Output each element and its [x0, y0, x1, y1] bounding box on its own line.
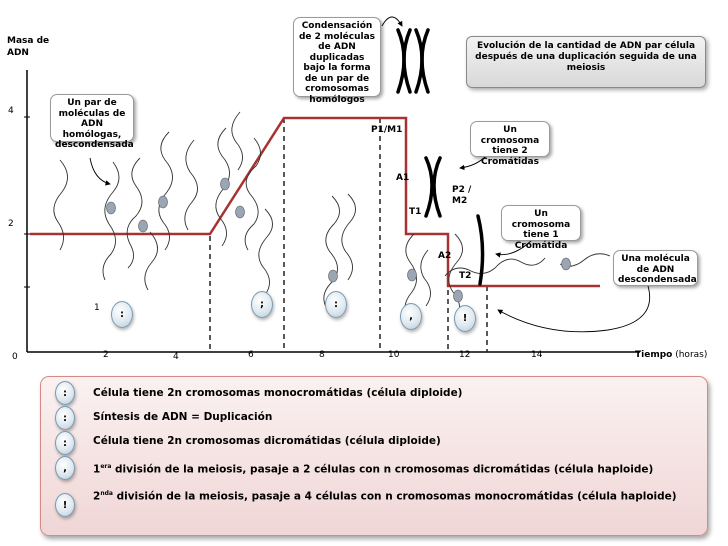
y-tick-1: 1 [94, 303, 100, 313]
stage-p2m2-l1: P2 / [452, 185, 472, 195]
legend-5-ordinal-sup: nda [100, 490, 113, 497]
legend-text-5 [93, 487, 691, 504]
x-tick-2: 2 [103, 350, 109, 360]
y-tick-4: 4 [8, 106, 14, 116]
x-axis-label-main: Tiempo [635, 350, 673, 360]
callout-homologous-pair: Un par de moléculas de ADN homólogas, descondensada [50, 94, 134, 142]
diagram-title: Evolución de la cantidad de ADN par célula después de una duplicación seguida de una meiosis [466, 36, 706, 88]
legend-5-ordinal: 2 [93, 490, 101, 503]
legend-marker-2: : [55, 406, 75, 430]
stage-t1: T1 [409, 207, 422, 217]
legend-4-body: división de la meiosis, pasaje a 2 células con n cromosomas dicromátidas (célula haploide) [111, 463, 654, 476]
stage-p2m2-l2: M2 [452, 196, 468, 206]
legend-4-ordinal-sup: era [100, 463, 112, 470]
callout-condensation: Condensación de 2 moléculas de ADN duplicadas bajo la forma de un par de cromosomas homólogos [293, 17, 381, 97]
callout-chromosome-1: Un cromosoma tiene 1 Cromátida [501, 205, 581, 241]
legend-marker-3: : [55, 431, 75, 455]
homologous-pair-drawing [398, 30, 428, 92]
y-tick-2: 2 [8, 219, 14, 229]
x-tick-10: 10 [388, 350, 400, 360]
x-tick-8: 8 [319, 350, 325, 360]
x-tick-14: 14 [531, 350, 543, 360]
phase-1-marker: : [111, 301, 133, 328]
stage-a1: A1 [396, 173, 410, 183]
phase-4-marker: , [400, 303, 422, 330]
phase-2-marker: ; [251, 291, 273, 318]
phase-5-marker: ! [454, 305, 476, 332]
stage-p1m1: P1/M1 [371, 125, 403, 135]
x-tick-6: 6 [248, 350, 254, 360]
callout-one-molecule: Una molécula de ADN descondensada [613, 250, 698, 286]
legend-5-body: división de la meiosis, pasaje a 4 células con n cromosomas monocromátidas (célula haploide) [112, 490, 677, 503]
phase-3-marker: : [325, 291, 347, 318]
x-axis-label [635, 350, 707, 361]
x-tick-0: 0 [12, 352, 18, 362]
legend-text-3: Célula tiene 2n cromosomas dicromátidas (célula diploide) [93, 435, 441, 447]
stage-t2: T2 [459, 271, 472, 281]
y-axis-label-line2: ADN [7, 48, 29, 58]
legend-4-ordinal: 1 [93, 463, 101, 476]
legend-text-1: Célula tiene 2n cromosomas monocromátidas (célula diploide) [93, 387, 463, 399]
x-tick-4: 4 [173, 352, 179, 362]
dichromatid-chromosome-drawing [426, 158, 440, 216]
centromere-dots [107, 178, 571, 302]
x-axis-unit: (horas) [675, 350, 708, 360]
y-axis-label-line1: Masa de [7, 36, 50, 46]
legend-marker-4: , [55, 456, 75, 480]
legend-text-2: Síntesis de ADN = Duplicación [93, 411, 273, 423]
legend-marker-5: ! [55, 493, 75, 517]
callout-chromosome-2: Un cromosoma tiene 2 Cromátidas [470, 121, 550, 157]
x-tick-12: 12 [459, 350, 471, 360]
legend-text-4 [93, 460, 693, 477]
legend-panel [40, 376, 708, 536]
stage-a2: A2 [438, 251, 452, 261]
legend-marker-1: : [55, 381, 75, 405]
